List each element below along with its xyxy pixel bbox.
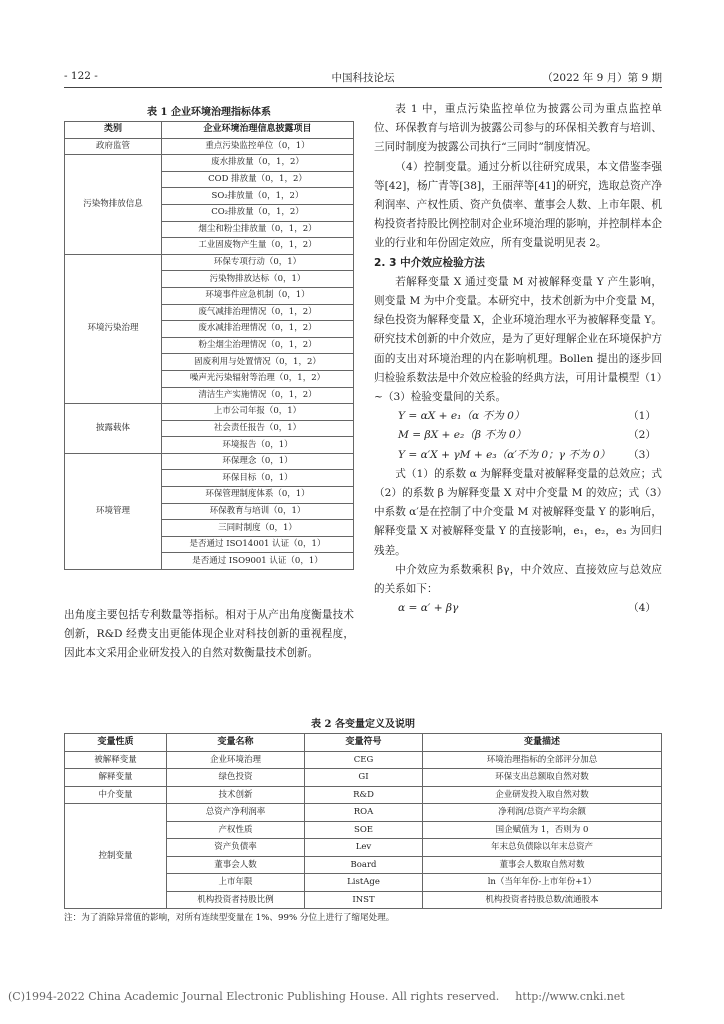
section-heading-2-3: 2. 3 中介效应检验方法 bbox=[374, 256, 485, 269]
copyright-text: (C)1994-2022 China Academic Journal Electronic Publishing House. All rights reserved. bbox=[8, 990, 500, 1003]
table2-cell: 控制变量 bbox=[65, 804, 167, 909]
table2-cell: INST bbox=[305, 891, 423, 909]
table1-item-cell: 重点污染监控单位（0，1） bbox=[162, 138, 354, 155]
equation-4: α = α′ + βγ （4） bbox=[398, 602, 656, 615]
table2-cell: ListAge bbox=[305, 874, 423, 892]
table2-header-cell: 变量描述 bbox=[423, 734, 662, 752]
table2-cell: 环保支出总额取自然对数 bbox=[423, 769, 662, 787]
table1-item-cell: COD 排放量（0，1，2） bbox=[162, 171, 354, 188]
table1-item-cell: 环保教育与培训（0，1） bbox=[162, 503, 354, 520]
table1-item-cell: 环保专项行动（0，1） bbox=[162, 254, 354, 271]
table2-cell: 上市年限 bbox=[167, 874, 305, 892]
table1 bbox=[64, 121, 354, 570]
table2-header-cell: 变量符号 bbox=[305, 734, 423, 752]
left-column-text bbox=[64, 606, 354, 664]
table1-item-cell: 环保管理制度体系（0，1） bbox=[162, 487, 354, 504]
table2-cell: ROA bbox=[305, 804, 423, 822]
table2-cell: SOE bbox=[305, 821, 423, 839]
equation-1: Y = αX + e₁（α 不为 0） （1） bbox=[398, 410, 656, 423]
table2-cell: Lev bbox=[305, 839, 423, 857]
table2-cell: 解释变量 bbox=[65, 769, 167, 787]
table1-item-cell: 社会责任报告（0，1） bbox=[162, 420, 354, 437]
table1-item-cell: 清洁生产实施情况（0，1，2） bbox=[162, 387, 354, 404]
table2-note: 注：为了消除异常值的影响，对所有连续型变量在 1%、99% 分位上进行了缩尾处理。 bbox=[64, 913, 395, 923]
table2-cell: 净利润/总资产平均余额 bbox=[423, 804, 662, 822]
table1-item-cell: 环保目标（0，1） bbox=[162, 470, 354, 487]
paragraph-coefficients: 式（1）的系数 α 为解释变量对被解释变量的总效应；式（2）的系数 β 为解释变量 X 对中介变量 M 的效应；式（3）中系数 α′是在控制了中介变量 M 对被解释变量 Y 的影响后，解释变量 X 对被解释变量 Y 的直接影响，e₁，e₂，e₃ 为回归残差。 bbox=[374, 467, 662, 557]
table1-row bbox=[65, 155, 354, 172]
running-header bbox=[64, 70, 662, 86]
table1-item-cell: 污染物排放达标（0，1） bbox=[162, 271, 354, 288]
table1-caption: 表 1 企业环境治理指标体系 bbox=[147, 107, 271, 118]
table1-category-cell: 环境污染治理 bbox=[65, 254, 162, 403]
table2-cell: Board bbox=[305, 856, 423, 874]
page-number: - 122 - bbox=[64, 70, 98, 82]
table2-cell: ln（当年年份-上市年份+1） bbox=[423, 874, 662, 892]
journal-name: 中国科技论坛 bbox=[331, 72, 395, 84]
table1-item-cell: 烟尘和粉尘排放量（0，1，2） bbox=[162, 221, 354, 238]
right-column-text bbox=[374, 100, 662, 618]
table1-item-cell: 工业固废物产生量（0，1，2） bbox=[162, 238, 354, 255]
paragraph-mediation-method: 若解释变量 X 通过变量 M 对被解释变量 Y 产生影响，则变量 M 为中介变量。本研究中，技术创新为中介变量 M，绿色投资为解释变量 X，企业环境治理水平为被解释变量 Y。研究技术创新的中介效应，是为了更好理解企业在环境保护方面的支出对环境治理的内在影响机理。Bollen 提出的逐步回归检验系数法是中介效应检验的经典方法，可用计量模型（1）~（3）检验变量间的关系。 bbox=[374, 275, 662, 404]
paragraph-mediation-relation: 中介效应为系数乘积 βγ，中介效应、直接效应与总效应的关系如下： bbox=[374, 563, 662, 596]
table1-item-cell: 废水减排治理情况（0，1，2） bbox=[162, 321, 354, 338]
table2-cell: GI bbox=[305, 769, 423, 787]
table1-item-cell: 是否通过 ISO14001 认证（0，1） bbox=[162, 536, 354, 553]
equation-3: Y = α′X + γM + e₃（α′不为 0；γ 不为 0） （3） bbox=[398, 448, 656, 461]
table1-item-cell: 三同时制度（0，1） bbox=[162, 520, 354, 537]
table1-category-cell: 披露载体 bbox=[65, 404, 162, 454]
table1-row bbox=[65, 404, 354, 421]
table2-cell: 总资产净利润率 bbox=[167, 804, 305, 822]
table2-cell: 年末总负债除以年末总资产 bbox=[423, 839, 662, 857]
table2-row bbox=[65, 769, 662, 787]
table2-cell: CEG bbox=[305, 751, 423, 769]
table1-item-cell: 废气减排治理情况（0，1，2） bbox=[162, 304, 354, 321]
table1-category-cell: 污染物排放信息 bbox=[65, 155, 162, 255]
table2-cell: R&D bbox=[305, 786, 423, 804]
table2-cell: 环境治理指标的全部评分加总 bbox=[423, 751, 662, 769]
equation-2: M = βX + e₂（β 不为 0） （2） bbox=[398, 429, 656, 442]
table2-row bbox=[65, 786, 662, 804]
table2-cell: 资产负债率 bbox=[167, 839, 305, 857]
table1-item-cell: 环保理念（0，1） bbox=[162, 453, 354, 470]
table2-cell: 产权性质 bbox=[167, 821, 305, 839]
table1-item-cell: CO₂排放量（0，1，2） bbox=[162, 204, 354, 221]
footer-url: http://www.cnki.net bbox=[515, 990, 625, 1003]
table1-item-cell: 上市公司年报（0，1） bbox=[162, 404, 354, 421]
table1-row bbox=[65, 453, 354, 470]
table1-category-cell: 政府监管 bbox=[65, 138, 162, 155]
table2-cell: 被解释变量 bbox=[65, 751, 167, 769]
table1-item-cell: SO₂排放量（0，1，2） bbox=[162, 188, 354, 205]
table1-category-cell: 环境管理 bbox=[65, 453, 162, 569]
table1-item-cell: 固废利用与处置情况（0，1，2） bbox=[162, 354, 354, 371]
table2-cell: 机构投资者持股比例 bbox=[167, 891, 305, 909]
table1-item-cell: 废水排放量（0，1，2） bbox=[162, 155, 354, 172]
table1-row bbox=[65, 254, 354, 271]
table2-cell: 企业研发投入取自然对数 bbox=[423, 786, 662, 804]
table1-item-cell: 环境报告（0，1） bbox=[162, 437, 354, 454]
table2-caption: 表 2 各变量定义及说明 bbox=[311, 719, 415, 730]
table2-cell: 绿色投资 bbox=[167, 769, 305, 787]
table2-row bbox=[65, 751, 662, 769]
table2-cell: 中介变量 bbox=[65, 786, 167, 804]
table1-row bbox=[65, 138, 354, 155]
table2 bbox=[64, 733, 662, 909]
left-paragraph: 出角度主要包括专利数量等指标。相对于从产出角度衡量技术创新，R&D 经费支出更能体现企业对科技创新的重视程度，因此本文采用企业研发投入的自然对数衡量技术创新。 bbox=[64, 609, 354, 660]
table1-header-item: 企业环境治理信息披露项目 bbox=[162, 122, 354, 139]
paragraph-table1-explanation: 表 1 中，重点污染监控单位为披露公司为重点监控单位、环保教育与培训为披露公司参与的环保相关教育与培训、三同时制度为披露公司执行“三同时”制度情况。 bbox=[374, 103, 662, 154]
table2-row bbox=[65, 804, 662, 822]
table2-cell: 董事会人数取自然对数 bbox=[423, 856, 662, 874]
table2-cell: 董事会人数 bbox=[167, 856, 305, 874]
paragraph-control-variables: （4）控制变量。通过分析以往研究成果，本文借鉴李强等[42]，杨广青等[38]，王丽萍等[41]的研究，选取总资产净利润率、产权性质、资产负债率、董事会人数、上市年限、机构投资者持股比例控制对企业环境治理的影响，并控制样本企业的行业和年份固定效应，所有变量说明见表 2。 bbox=[374, 160, 662, 250]
issue-info: （2022 年 9 月）第 9 期 bbox=[542, 72, 662, 84]
table1-item-cell: 粉尘烟尘治理情况（0，1，2） bbox=[162, 337, 354, 354]
table2-header-cell: 变量性质 bbox=[65, 734, 167, 752]
header-rule bbox=[64, 87, 662, 88]
table2-cell: 企业环境治理 bbox=[167, 751, 305, 769]
table2-header-cell: 变量名称 bbox=[167, 734, 305, 752]
table2-cell: 机构投资者持股总数/流通股本 bbox=[423, 891, 662, 909]
table1-item-cell: 是否通过 ISO9001 认证（0，1） bbox=[162, 553, 354, 570]
table1-item-cell: 噪声光污染辐射等治理（0，1，2） bbox=[162, 370, 354, 387]
table1-header-category: 类别 bbox=[65, 122, 162, 139]
table2-cell: 国企赋值为 1，否则为 0 bbox=[423, 821, 662, 839]
table2-cell: 技术创新 bbox=[167, 786, 305, 804]
footer bbox=[8, 990, 625, 1003]
table1-item-cell: 环境事件应急机制（0，1） bbox=[162, 287, 354, 304]
